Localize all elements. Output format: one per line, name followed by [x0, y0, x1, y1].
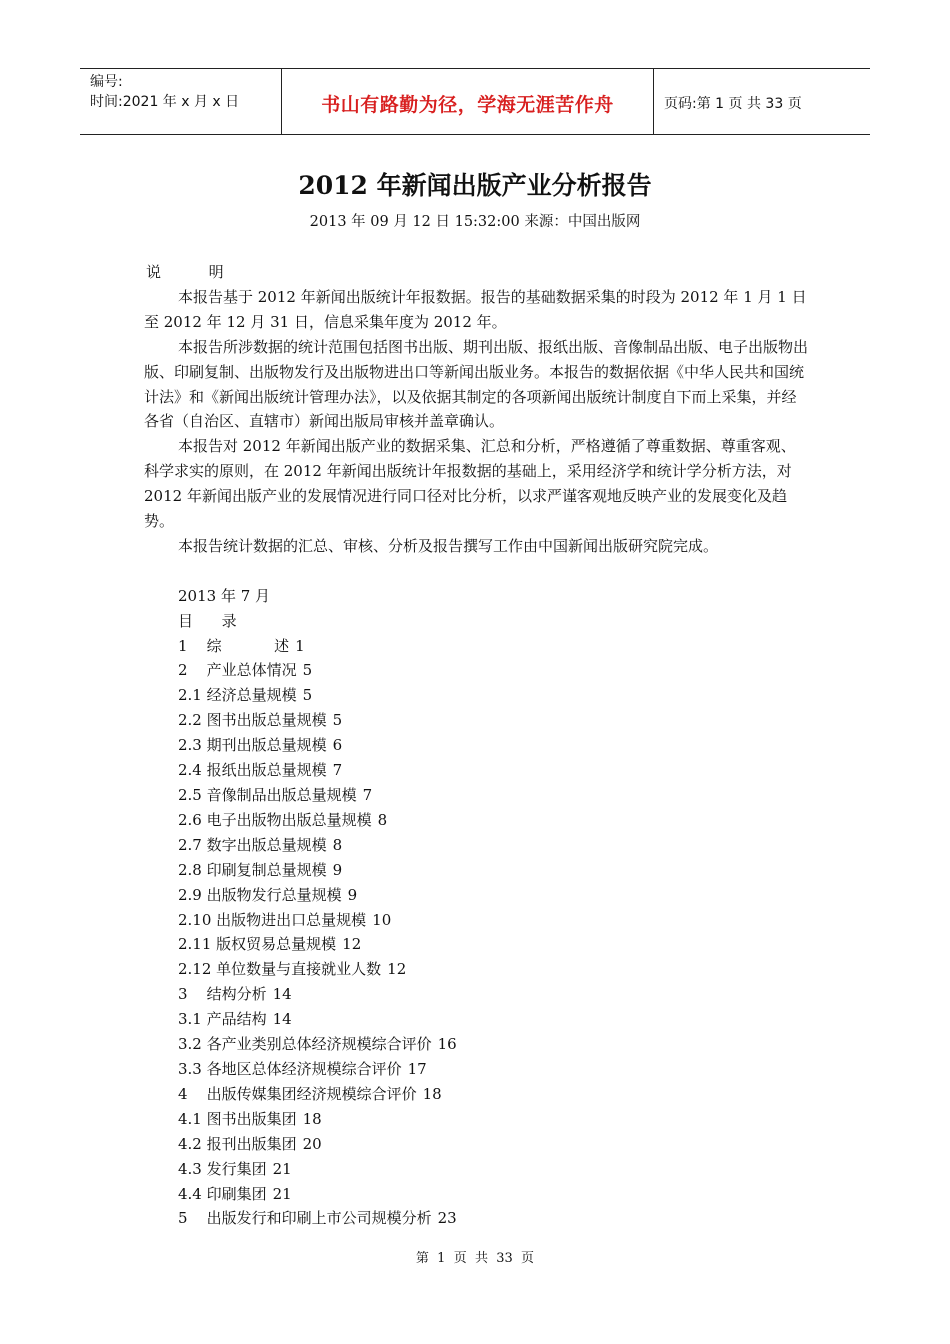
- toc-entry-label: 1 综 述: [178, 636, 290, 655]
- toc-entry-page: 18: [422, 1084, 442, 1103]
- toc-entry-label: 4 出版传媒集团经济规模综合评价: [178, 1084, 417, 1103]
- time-label: 时间:2021 年 x 月 x 日: [90, 94, 240, 110]
- document-header: [80, 68, 870, 135]
- article-meta: 2013 年 09 月 12 日 15:32:00 来源：中国出版网: [309, 214, 641, 230]
- toc-entry-page: 21: [272, 1184, 292, 1203]
- toc-entry[interactable]: [144, 1182, 809, 1207]
- toc-entry-label: 4.1 图书出版集团: [178, 1109, 297, 1128]
- toc-entry[interactable]: [144, 883, 809, 908]
- toc-entry[interactable]: [144, 658, 809, 683]
- page-title: 2012 年新闻出版产业分析报告: [298, 171, 652, 200]
- header-motto: 书山有路勤为径，学海无涯苦作舟: [282, 69, 654, 134]
- toc-entry-page: 14: [272, 985, 292, 1004]
- toc-entry-label: 2.4 报纸出版总量规模: [178, 761, 327, 780]
- toc-title: 目 录: [178, 611, 237, 630]
- table-of-contents: [144, 634, 809, 1232]
- toc-entry-page: 20: [302, 1134, 322, 1153]
- toc-entry-page: 23: [437, 1209, 457, 1228]
- toc-entry[interactable]: [144, 957, 809, 982]
- toc-entry-label: 4.2 报刊出版集团: [178, 1134, 297, 1153]
- toc-entry-page: 7: [362, 786, 373, 805]
- toc-entry-label: 2.9 出版物发行总量规模: [178, 885, 342, 904]
- toc-entry-page: 12: [387, 960, 407, 979]
- toc-entry[interactable]: [144, 932, 809, 957]
- toc-entry-page: 18: [302, 1109, 322, 1128]
- toc-entry[interactable]: [144, 808, 809, 833]
- toc-entry[interactable]: [144, 858, 809, 883]
- toc-entry-label: 3.2 各产业类别总体经济规模综合评价: [178, 1035, 432, 1054]
- toc-entry-label: 2.7 数字出版总量规模: [178, 835, 327, 854]
- toc-entry[interactable]: [144, 733, 809, 758]
- toc-entry-label: 3 结构分析: [178, 985, 267, 1004]
- toc-entry[interactable]: [144, 1132, 809, 1157]
- toc-entry-label: 3.1 产品结构: [178, 1010, 267, 1029]
- toc-entry-page: 17: [407, 1059, 427, 1078]
- toc-entry[interactable]: [144, 1082, 809, 1107]
- toc-entry[interactable]: [144, 833, 809, 858]
- toc-entry-label: 5 出版发行和印刷上市公司规模分析: [178, 1209, 432, 1228]
- toc-entry[interactable]: [144, 1007, 809, 1032]
- number-label: 编号:: [90, 74, 123, 90]
- toc-entry-label: 4.3 发行集团: [178, 1159, 267, 1178]
- spacer: [144, 559, 809, 584]
- toc-entry[interactable]: [144, 708, 809, 733]
- toc-entry-label: 2.5 音像制品出版总量规模: [178, 786, 357, 805]
- toc-entry-label: 2.2 图书出版总量规模: [178, 711, 327, 730]
- toc-entry[interactable]: [144, 758, 809, 783]
- toc-entry-label: 2.3 期刊出版总量规模: [178, 736, 327, 755]
- toc-entry-page: 16: [437, 1035, 457, 1054]
- header-id-cell: [80, 69, 282, 134]
- section-label: 说 明: [146, 263, 224, 281]
- toc-entry-label: 4.4 印刷集团: [178, 1184, 267, 1203]
- toc-entry-page: 5: [302, 686, 313, 705]
- toc-entry-page: 5: [332, 711, 343, 730]
- toc-entry-page: 7: [332, 761, 343, 780]
- toc-entry[interactable]: [144, 1107, 809, 1132]
- paragraph-3: 本报告对 2012 年新闻出版产业的数据采集、汇总和分析，严格遵循了尊重数据、尊重客观、科学求实的原则，在 2012 年新闻出版统计年报数据的基础上，采用经济学和统计学分析方法，对 2012 年新闻出版产业的发展情况进行同口径对比分析，以求严谨客观地反映产业的发展变化及趋势。: [144, 437, 796, 531]
- toc-entry[interactable]: [144, 683, 809, 708]
- toc-entry-label: 2.8 印刷复制总量规模: [178, 860, 327, 879]
- toc-entry-label: 2.11 版权贸易总量规模: [178, 935, 337, 954]
- toc-entry-label: 2.12 单位数量与直接就业人数: [178, 960, 382, 979]
- toc-entry[interactable]: [144, 1032, 809, 1057]
- toc-entry-page: 6: [332, 736, 343, 755]
- toc-entry-page: 1: [295, 636, 305, 655]
- paragraph-1: 本报告基于 2012 年新闻出版统计年报数据。报告的基础数据采集的时段为 2012 年 1 月 1 日至 2012 年 12 月 31 日，信息采集年度为 2012 年。: [144, 287, 807, 331]
- toc-entry-page: 21: [272, 1159, 292, 1178]
- toc-entry-page: 8: [332, 835, 343, 854]
- toc-entry[interactable]: [144, 634, 809, 659]
- report-date: 2013 年 7 月: [178, 586, 271, 605]
- toc-entry-label: 2 产业总体情况: [178, 661, 297, 680]
- toc-entry[interactable]: [144, 1057, 809, 1082]
- toc-entry[interactable]: [144, 1206, 809, 1231]
- toc-entry-page: 8: [377, 810, 388, 829]
- toc-entry-page: 12: [342, 935, 362, 954]
- toc-entry[interactable]: [144, 1157, 809, 1182]
- article-body: [144, 260, 809, 1231]
- toc-entry-page: 10: [372, 910, 392, 929]
- toc-entry-label: 3.3 各地区总体经济规模综合评价: [178, 1059, 402, 1078]
- toc-entry-page: 5: [302, 661, 313, 680]
- toc-entry-page: 14: [272, 1010, 292, 1029]
- toc-entry[interactable]: [144, 783, 809, 808]
- toc-entry[interactable]: [144, 908, 809, 933]
- toc-entry-label: 2.10 出版物进出口总量规模: [178, 910, 367, 929]
- paragraph-4: 本报告统计数据的汇总、审核、分析及报告撰写工作由中国新闻出版研究院完成。: [178, 536, 719, 555]
- toc-entry-page: 9: [347, 885, 358, 904]
- page-footer: 第 1 页 共 33 页: [415, 1251, 535, 1266]
- toc-entry-label: 2.1 经济总量规模: [178, 686, 297, 705]
- paragraph-2: 本报告所涉数据的统计范围包括图书出版、期刊出版、报纸出版、音像制品出版、电子出版物出版、印刷复制、出版物发行及出版物进出口等新闻出版业务。本报告的数据依据《中华人民共和国统计法》和《新闻出版统计管理办法》，以及依据其制定的各项新闻出版统计制度自下而上采集，并经各省（自治区、直辖市）新闻出版局审核并盖章确认。: [144, 337, 809, 431]
- toc-entry-page: 9: [332, 860, 343, 879]
- toc-entry[interactable]: [144, 982, 809, 1007]
- header-page-info: 页码:第 1 页 共 33 页: [664, 95, 802, 112]
- toc-entry-label: 2.6 电子出版物出版总量规模: [178, 810, 372, 829]
